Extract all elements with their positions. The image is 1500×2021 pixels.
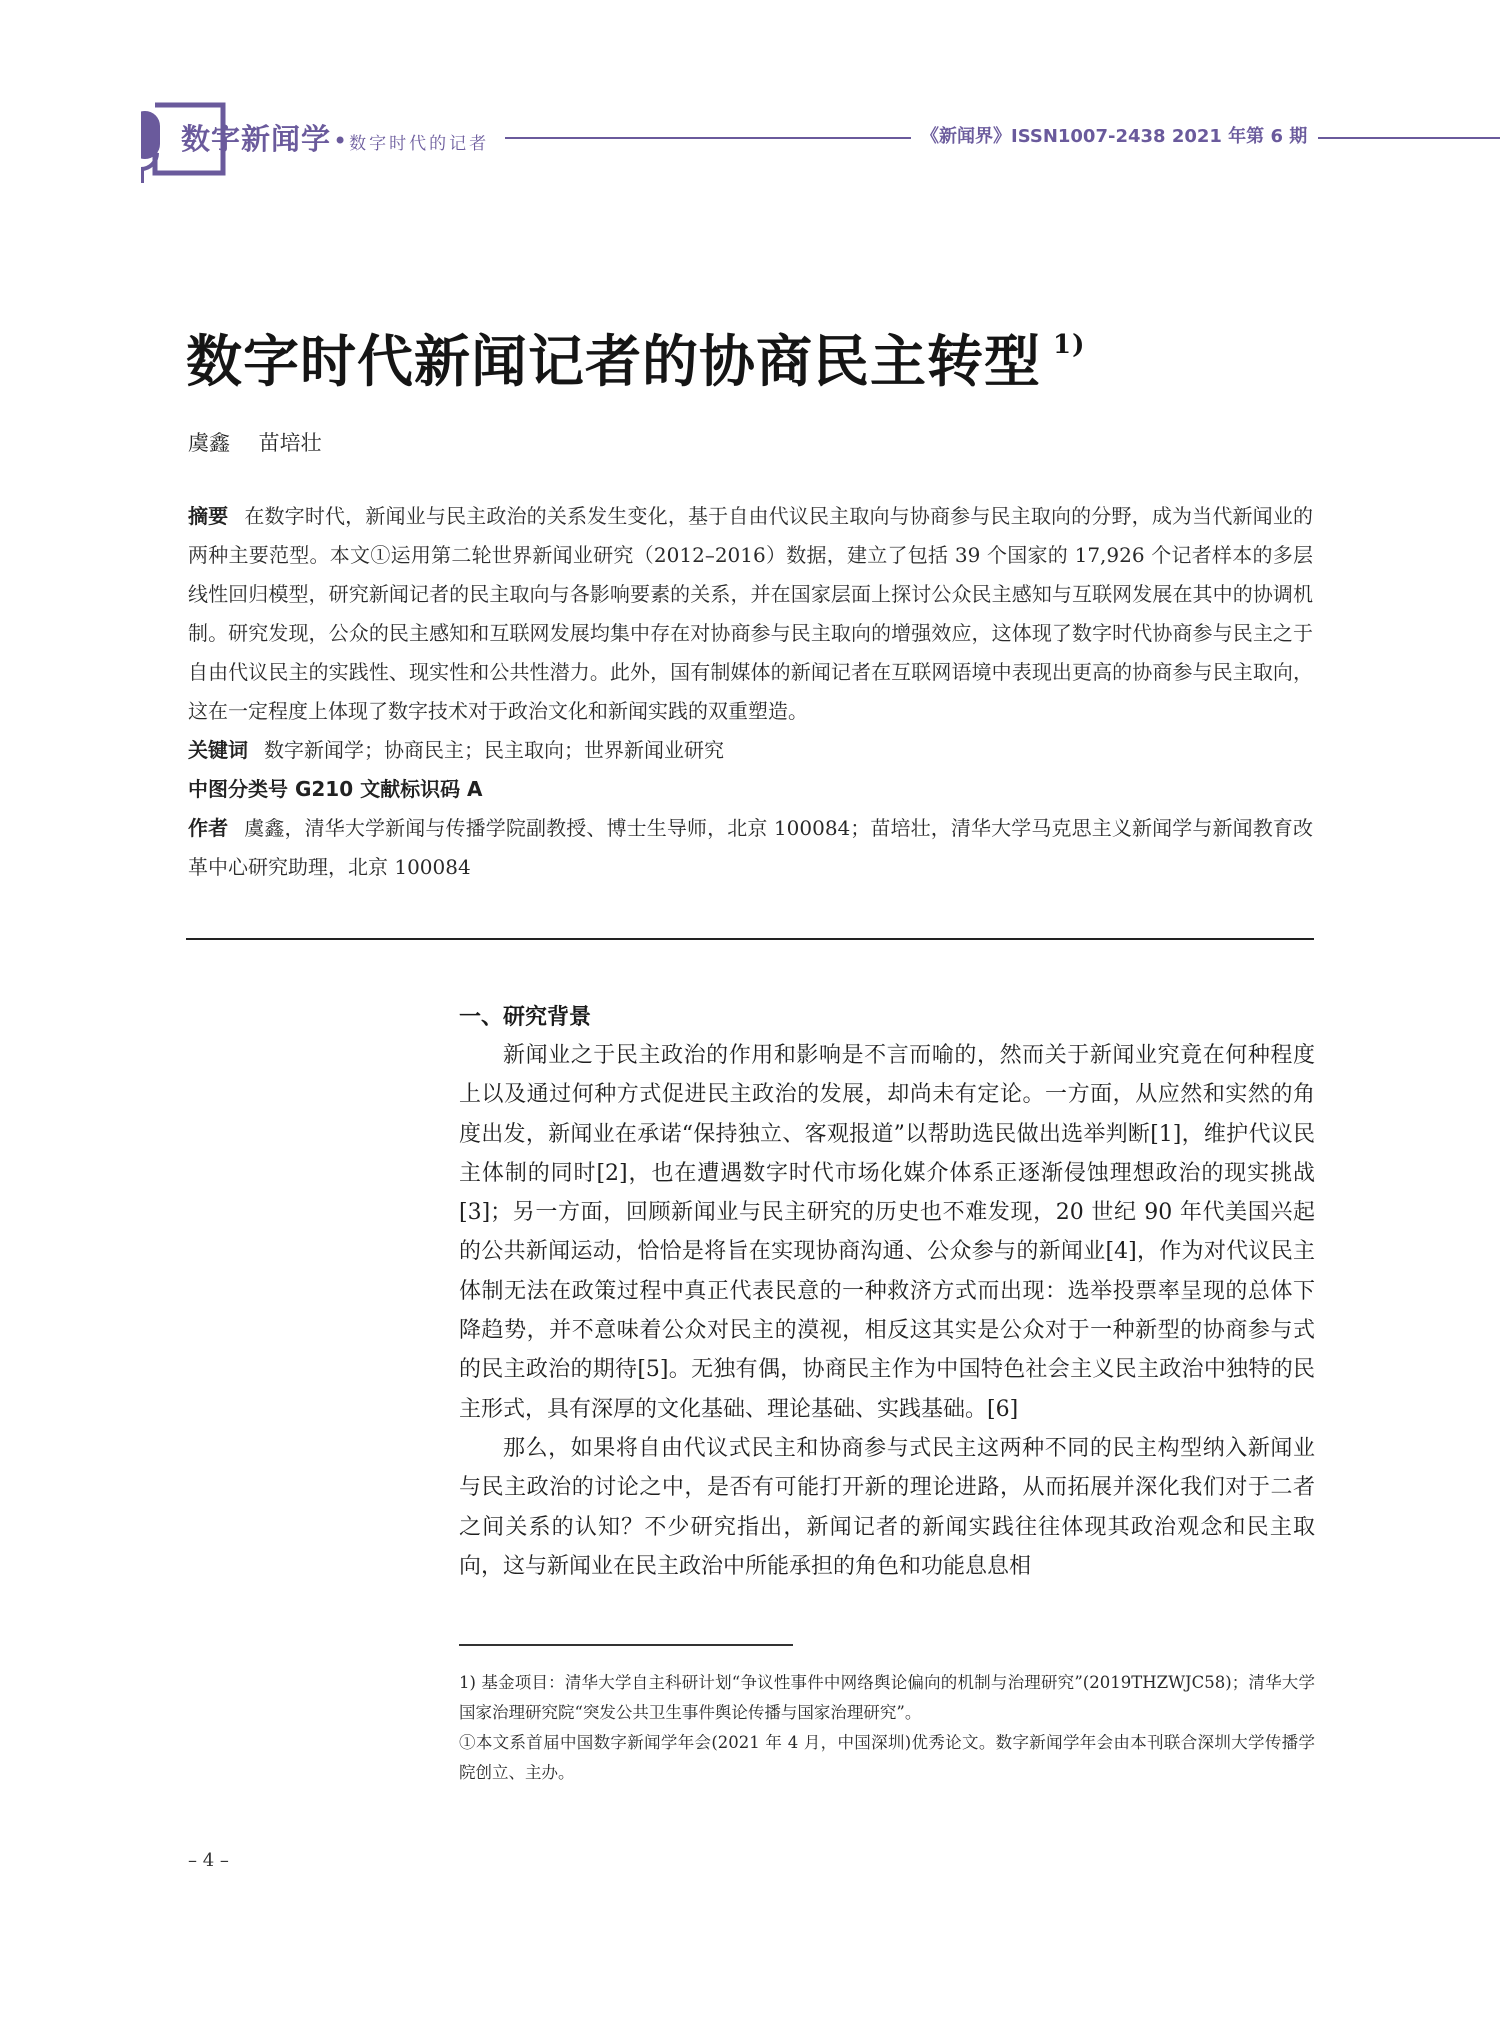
page-number: – 4 –	[188, 1850, 229, 1871]
abstract-divider	[186, 938, 1314, 940]
footnote-1: 1) 基金项目：清华大学自主科研计划“争议性事件中网络舆论偏向的机制与治理研究”(2019THZWJC58)；清华大学国家治理研究院“突发公共卫生事件舆论传播与国家治理研究”。	[459, 1673, 1315, 1722]
author-info-label: 作者	[188, 816, 229, 840]
abstract-label: 摘要	[188, 504, 229, 528]
author-info-row	[188, 809, 1313, 887]
header-rule-left	[505, 137, 911, 139]
keywords-row	[188, 731, 1313, 770]
body-text	[459, 1036, 1315, 1586]
body-paragraph-1: 新闻业之于民主政治的作用和影响是不言而喻的，然而关于新闻业究竟在何种程度上以及通过何种方式促进民主政治的发展，却尚未有定论。一方面，从应然和实然的角度出发，新闻业在承诺“保持独立、客观报道”以帮助选民做出选举判断[1]，维护代议民主体制的同时[2]，也在遭遇数字时代市场化媒介体系正逐渐侵蚀理想政治的现实挑战[3]；另一方面，回顾新闻业与民主研究的历史也不难发现，20 世纪 90 年代美国兴起的公共新闻运动，恰恰是将旨在实现协商沟通、公众参与的新闻业[4]，作为对代议民主体制无法在政策过程中真正代表民意的一种救济方式而出现：选举投票率呈现的总体下降趋势，并不意味着公众对民主的漠视，相反这其实是公众对于一种新型的协商参与式的民主政治的期待[5]。无独有偶，协商民主作为中国特色社会主义民主政治中独特的民主形式，具有深厚的文化基础、理论基础、实践基础。[6]	[459, 1043, 1315, 1422]
section-name	[181, 117, 489, 163]
body-paragraph-2: 那么，如果将自由代议式民主和协商参与式民主这两种不同的民主构型纳入新闻业与民主政治的讨论之中，是否有可能打开新的理论进路，从而拓展并深化我们对于二者之间关系的认知？不少研究指出，新闻记者的新闻实践往往体现其政治观念和民主取向，这与新闻业在民主政治中所能承担的角色和功能息息相	[459, 1435, 1315, 1579]
section-name-main: 数字新闻学	[181, 122, 332, 156]
classification-row	[188, 770, 1313, 809]
section-separator: •	[333, 127, 348, 155]
title-footnote-marker: 1)	[1053, 330, 1086, 360]
header-rule-right	[1318, 137, 1500, 139]
article-title-text: 数字时代新闻记者的协商民主转型	[186, 329, 1041, 395]
classification-text: 中图分类号 G210 文献标识码 A	[188, 777, 483, 801]
journal-info: 《新闻界》ISSN1007-2438 2021 年第 6 期	[921, 126, 1308, 147]
keywords-text: 数字新闻学；协商民主；民主取向；世界新闻业研究	[264, 738, 724, 762]
author-info-text: 虞鑫，清华大学新闻与传播学院副教授、博士生导师，北京 100084；苗培壮，清华大学马克思主义新闻学与新闻教育改革中心研究助理，北京 100084	[188, 816, 1313, 879]
footnote-2: ①本文系首届中国数字新闻学年会(2021 年 4 月，中国深圳)优秀论文。数字新闻学年会由本刊联合深圳大学传播学院创立、主办。	[459, 1733, 1315, 1782]
section-heading: 一、研究背景	[459, 1005, 592, 1030]
article-authors: 虞鑫 苗培壮	[188, 431, 322, 455]
article-title	[186, 318, 1085, 398]
abstract-text: 在数字时代，新闻业与民主政治的关系发生变化，基于自由代议民主取向与协商参与民主取向的分野，成为当代新闻业的两种主要范型。本文①运用第二轮世界新闻业研究（2012–2016）数据，建立了包括 39 个国家的 17,926 个记者样本的多层线性回归模型，研究新闻记者的民主取向与各影响要素的关系，并在国家层面上探讨公众民主感知与互联网发展在其中的协调机制。研究发现，公众的民主感知和互联网发展均集中存在对协商参与民主取向的增强效应，这体现了数字时代协商参与民主之于自由代议民主的实践性、现实性和公共性潜力。此外，国有制媒体的新闻记者在互联网语境中表现出更高的协商参与民主取向，这在一定程度上体现了数字技术对于政治文化和新闻实践的双重塑造。	[188, 504, 1314, 723]
footnotes	[459, 1668, 1315, 1788]
footnote-divider	[459, 1644, 793, 1646]
abstract	[188, 497, 1313, 731]
section-tagline: 数字时代的记者	[349, 134, 490, 154]
keywords-label: 关键词	[188, 738, 248, 762]
abstract-block	[188, 497, 1313, 887]
